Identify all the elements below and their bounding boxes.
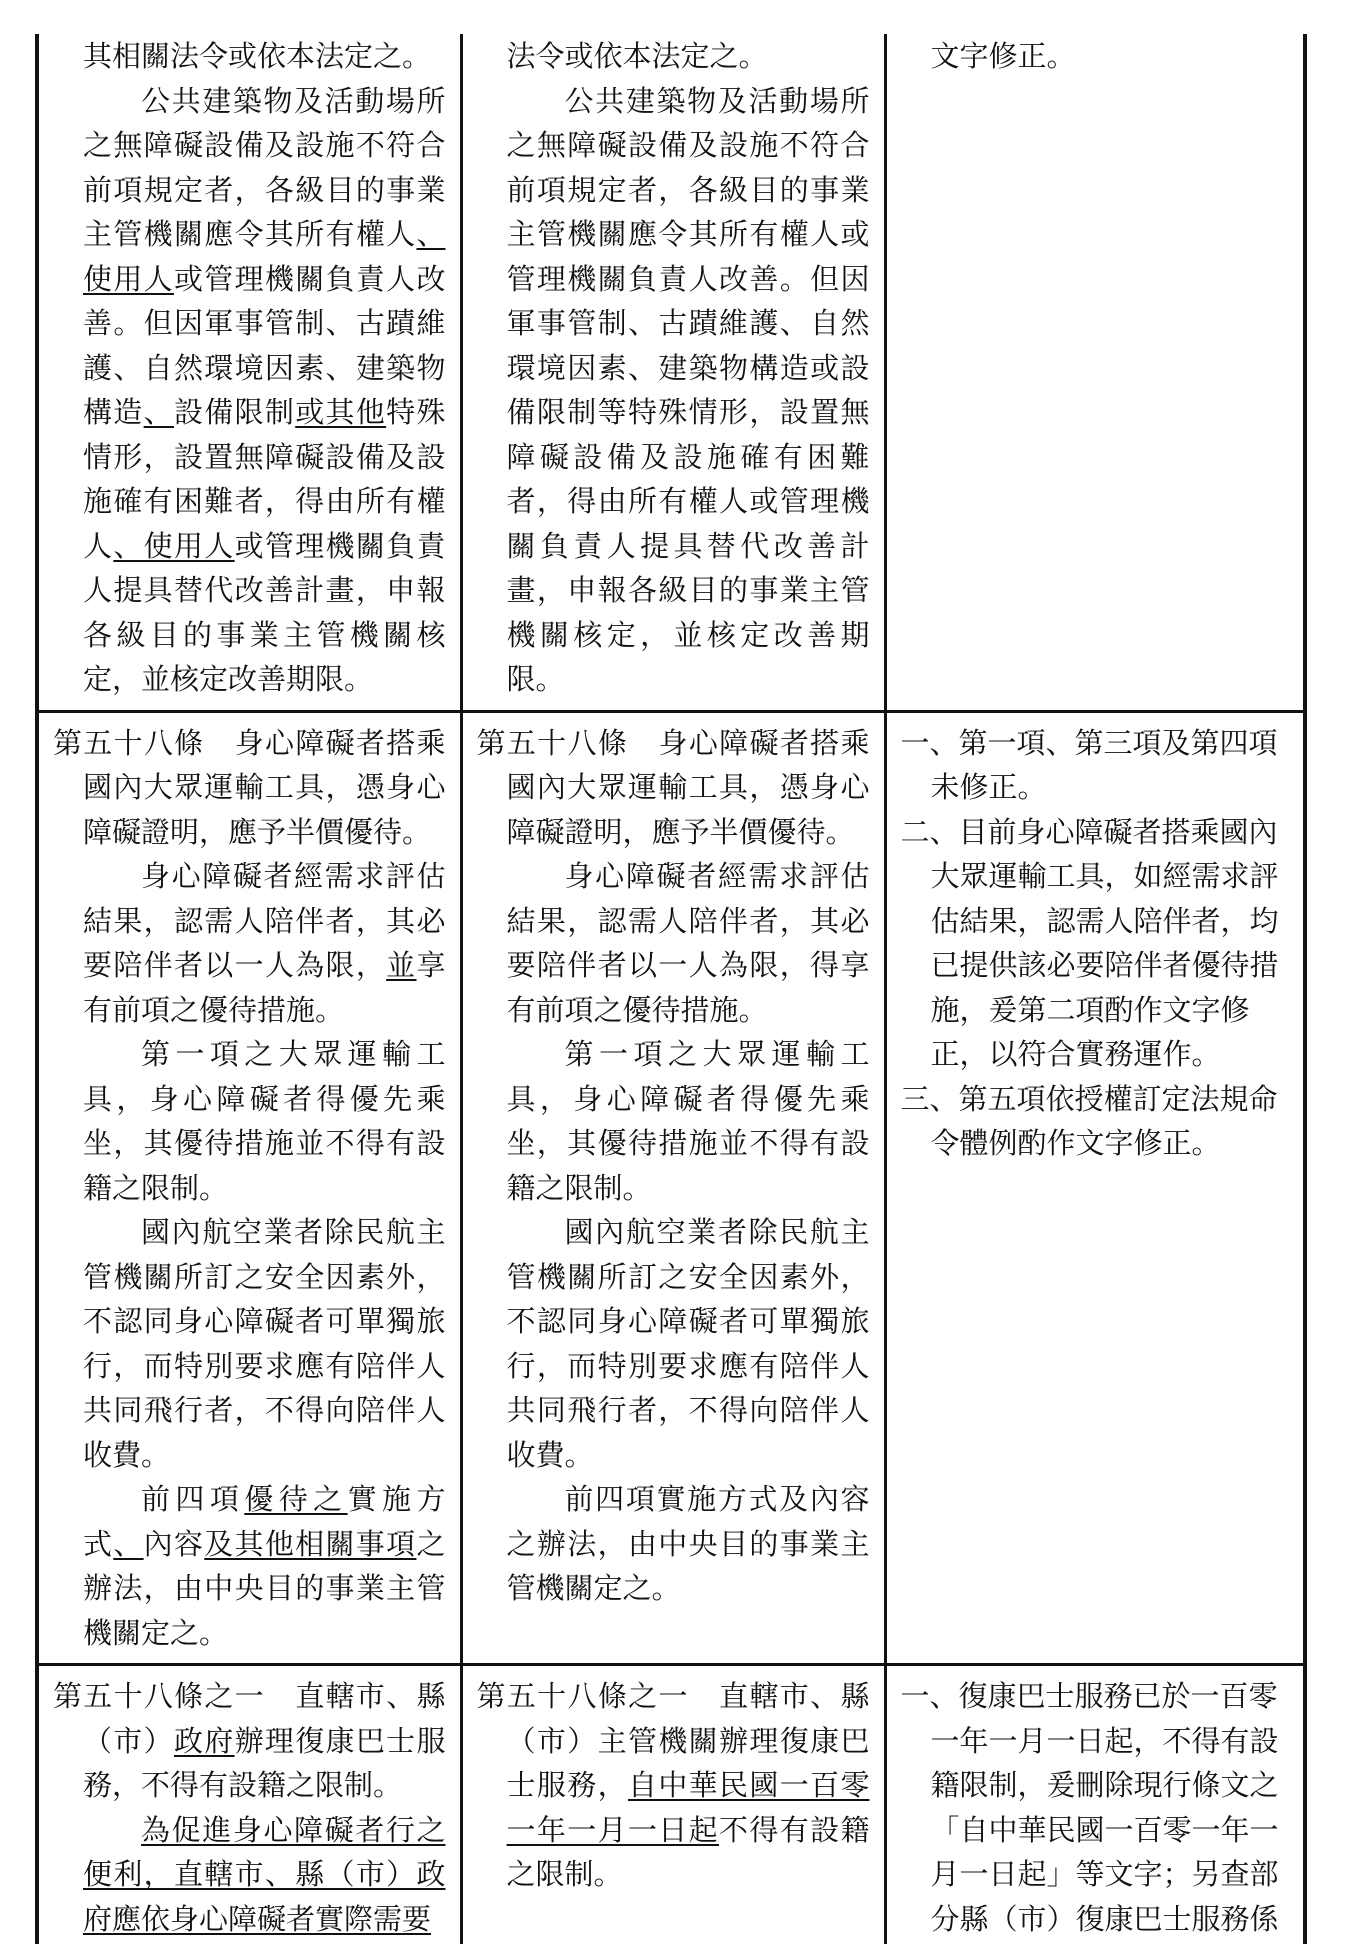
- text-segment: 辦理復康巴士服務，不得有設籍之限制。: [83, 1724, 445, 1803]
- text-segment: 特殊情形，設置無障礙設備及設施確有困難者，得由所有權人: [83, 395, 446, 563]
- text-segment: 之辦法，由中央目的事業主管機關定之。: [83, 1527, 446, 1650]
- text-segment: 法令或依本法定之。: [507, 39, 768, 73]
- amended-phrase: 及其他相關事項: [204, 1527, 416, 1561]
- explanation-cell: [885, 711, 1305, 1665]
- text-segment: 前四項: [141, 1482, 244, 1516]
- text-segment: 設備限制: [174, 395, 295, 429]
- text-segment: 身心障礙者經需求評估結果，認需人陪伴者，其必要陪伴者以一人為限，得享有前項之優待措施。: [507, 859, 870, 1027]
- text-segment: 公共建築物及活動場所之無障礙設備及設施不符合前項規定者，各級目的事業主管機關應令其所有權人或管理機關負責人改善。但因軍事管制、古蹟維護、自然環境因素、建築物構造或設備限制等特殊情形，設置無障礙設備及設施確有困難者，得由所有權人或管理機關負責人提具替代改善計畫，申報各級目的事業主管機關核定，並核定改善期限。: [507, 84, 870, 697]
- text-segment: 實施方式: [83, 1482, 445, 1561]
- article-paragraph: [477, 854, 870, 1032]
- article-paragraph: [53, 1032, 446, 1210]
- text-segment: 內容: [144, 1527, 205, 1561]
- text-segment: 或管理機關負責人改善。但因軍事管制、古蹟維護、自然環境因素、建築物構造: [83, 262, 446, 430]
- article-paragraph: [53, 1477, 446, 1655]
- text-segment: 第五十八條之一 直轄市、縣（市）: [53, 1679, 446, 1758]
- amended-phrase: 、使用人: [113, 529, 234, 563]
- text-segment: 國內航空業者除民航主管機關所訂之安全因素外，不認同身心障礙者可單獨旅行，而特別要求應有陪伴人共同飛行者，不得向陪伴人收費。: [83, 1215, 446, 1472]
- amended-phrase: 、使用人: [83, 217, 446, 296]
- amended-phrase: 優待之: [244, 1482, 347, 1516]
- amended-phrase: 並: [386, 948, 416, 982]
- article-paragraph: [53, 79, 446, 702]
- explanation-text: 文字修正。: [901, 34, 1290, 79]
- text-segment: 享有前項之優待措施。: [83, 948, 445, 1027]
- explanation-cell: [885, 1665, 1305, 1944]
- current-text-cell: [461, 1665, 885, 1944]
- cell-content: [477, 1674, 870, 1897]
- cell-content: [53, 1674, 446, 1936]
- table-body: [37, 34, 1305, 1944]
- text-segment: 公共建築物及活動場所之無障礙設備及設施不符合前項規定者，各級目的事業主管機關應令其所有權人: [83, 84, 446, 252]
- amended-phrase: 自中華民國一百零一年一月一日起: [507, 1768, 870, 1847]
- text-segment: 或管理機關負責人提具替代改善計畫，申報各級目的事業主管機關核定，並核定改善期限。: [83, 529, 446, 697]
- amended-text-cell: [37, 34, 461, 711]
- table-row: [37, 34, 1305, 711]
- amended-phrase: 為促進身心障礙者行之便利，直轄市、縣（市）政府應依身心障礙者實際需要: [83, 1813, 446, 1936]
- explanation-item: 二、目前身心障礙者搭乘國內大眾運輸工具，如經需求評估結果，認需人陪伴者，均已提供該必要陪伴者優待措施，爰第二項酌作文字修正，以符合實務運作。: [901, 810, 1290, 1077]
- article-heading-paragraph: [477, 721, 870, 855]
- table-row: [37, 711, 1305, 1665]
- amended-text-cell: [37, 1665, 461, 1944]
- current-text-cell: [461, 34, 885, 711]
- table-row: [37, 1665, 1305, 1944]
- current-text-cell: [461, 711, 885, 1665]
- text-segment: 第一項之大眾運輸工具，身心障礙者得優先乘坐，其優待措施並不得有設籍之限制。: [507, 1037, 870, 1205]
- comparison-table: [35, 34, 1307, 1944]
- amended-phrase: 、: [144, 395, 174, 429]
- article-heading-paragraph: [477, 1674, 870, 1897]
- article-paragraph: [477, 34, 870, 79]
- article-paragraph: [53, 1808, 446, 1937]
- explanation-item: 三、第五項依授權訂定法規命令體例酌作文字修正。: [901, 1077, 1290, 1166]
- article-paragraph: [477, 1032, 870, 1210]
- text-segment: 前四項實施方式及內容之辦法，由中央目的事業主管機關定之。: [507, 1482, 870, 1605]
- article-heading-paragraph: [53, 1674, 446, 1808]
- article-paragraph: [53, 1210, 446, 1477]
- text-segment: 第五十八條 身心障礙者搭乘國內大眾運輸工具，憑身心障礙證明，應予半價優待。: [53, 726, 446, 849]
- article-paragraph: [477, 79, 870, 702]
- amended-phrase: 政府: [174, 1724, 235, 1758]
- text-segment: 不得有設籍之限制。: [507, 1813, 870, 1892]
- explanation-item: 一、第一項、第三項及第四項未修正。: [901, 721, 1290, 810]
- text-segment: 第一項之大眾運輸工具，身心障礙者得優先乘坐，其優待措施並不得有設籍之限制。: [83, 1037, 446, 1205]
- text-segment: 第五十八條 身心障礙者搭乘國內大眾運輸工具，憑身心障礙證明，應予半價優待。: [477, 726, 870, 849]
- text-segment: 身心障礙者經需求評估結果，認需人陪伴者，其必要陪伴者以一人為限，: [83, 859, 446, 982]
- amended-phrase: 、: [113, 1527, 143, 1561]
- article-paragraph: [53, 34, 446, 79]
- article-heading-paragraph: [53, 721, 446, 855]
- text-segment: 第五十八條之一 直轄市、縣（市）主管機關辦理復康巴士服務，: [477, 1679, 870, 1802]
- text-segment: 其相關法令或依本法定之。: [83, 39, 431, 73]
- explanation-item: 一、復康巴士服務已於一百零一年一月一日起，不得有設籍限制，爰刪除現行條文之「自中華民國一百零一年一月一日起」等文字；另查部分縣（市）復康巴士服務係: [901, 1674, 1290, 1936]
- article-paragraph: [477, 1210, 870, 1477]
- cell-content: [901, 1674, 1290, 1936]
- amended-phrase: 或其他: [295, 395, 386, 429]
- article-paragraph: [53, 854, 446, 1032]
- text-segment: 國內航空業者除民航主管機關所訂之安全因素外，不認同身心障礙者可單獨旅行，而特別要求應有陪伴人共同飛行者，不得向陪伴人收費。: [507, 1215, 870, 1472]
- explanation-cell: [885, 34, 1305, 711]
- amended-text-cell: [37, 711, 461, 1665]
- article-paragraph: [477, 1477, 870, 1611]
